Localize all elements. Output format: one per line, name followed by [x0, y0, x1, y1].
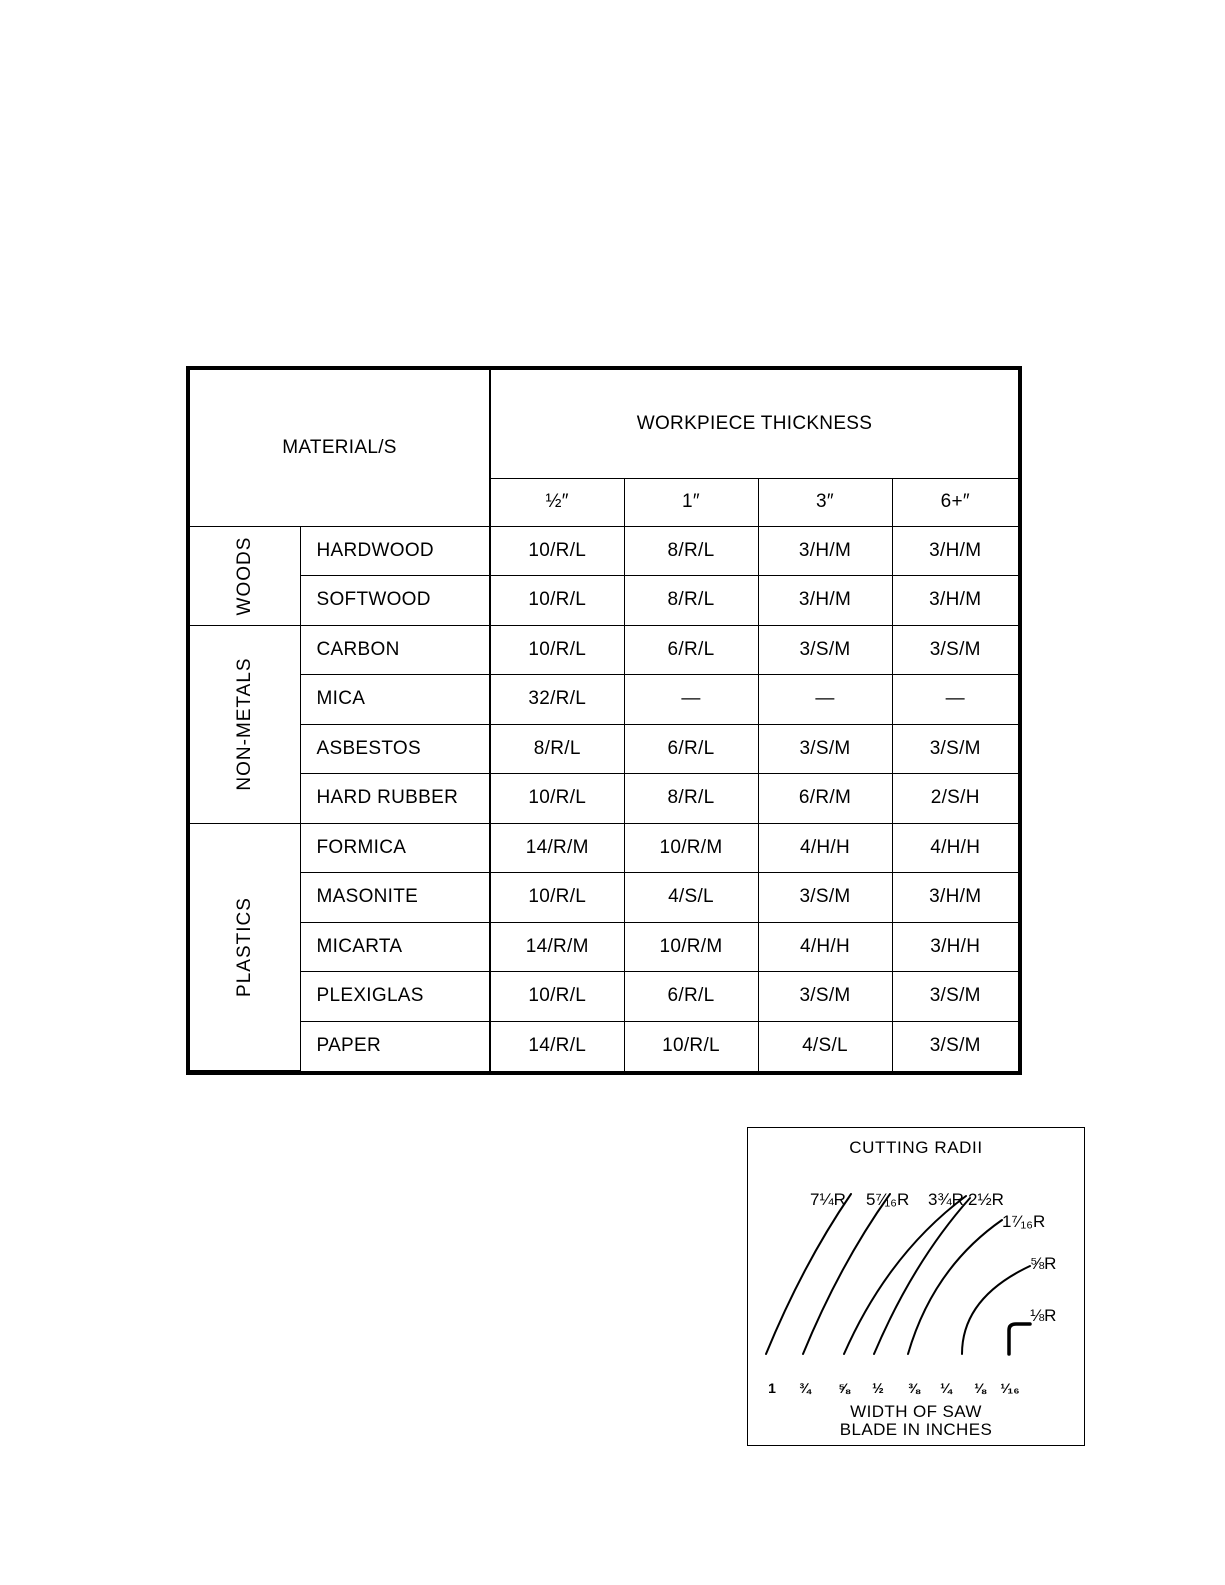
blade-spec-cell: 10/R/L [490, 972, 624, 1022]
blade-spec-cell: 4/H/H [758, 922, 892, 972]
group-label-cell [190, 526, 300, 625]
blade-spec-cell: 2/S/H [892, 774, 1018, 824]
width-label-5: ¼ [940, 1380, 952, 1396]
group-label: PLASTICS [233, 896, 255, 997]
blade-spec-cell: 3/S/M [758, 972, 892, 1022]
blade-spec-cell: 3/S/M [892, 625, 1018, 675]
radius-curve-5-7-16 [803, 1194, 890, 1354]
blade-spec-cell: 14/R/L [490, 1021, 624, 1071]
radius-label-3: 2½R [968, 1190, 1004, 1209]
radius-label-1: 5⁷⁄₁₆R [866, 1190, 910, 1209]
material-name: FORMICA [300, 823, 490, 873]
blade-spec-cell: 8/R/L [624, 774, 758, 824]
blade-selection-table [186, 366, 1022, 1075]
table-row [190, 823, 1018, 873]
blade-spec-cell: — [758, 675, 892, 725]
table-row [190, 922, 1018, 972]
radii-title: CUTTING RADII [849, 1138, 983, 1157]
blade-spec-cell: 3/S/M [892, 1021, 1018, 1071]
blade-spec-cell: 3/S/M [758, 625, 892, 675]
radius-label-4: 1⁷⁄₁₆R [1002, 1212, 1046, 1231]
thickness-col-2: 3″ [758, 478, 892, 526]
blade-spec-cell: 8/R/L [490, 724, 624, 774]
blade-spec-cell: 10/R/M [624, 922, 758, 972]
material-name: MASONITE [300, 873, 490, 923]
thickness-col-3: 6+″ [892, 478, 1018, 526]
width-label-0: 1 [768, 1380, 776, 1396]
blade-spec-cell: 14/R/M [490, 823, 624, 873]
blade-spec-cell: 3/H/M [892, 576, 1018, 626]
radius-curve-3-3-4 [844, 1196, 966, 1354]
material-name: SOFTWOOD [300, 576, 490, 626]
thickness-col-1: 1″ [624, 478, 758, 526]
blade-spec-cell: 3/H/M [758, 526, 892, 576]
radius-label-0: 7¼R [810, 1190, 846, 1209]
table-row [190, 774, 1018, 824]
radius-label-2: 3¾R [928, 1190, 964, 1209]
table-row [190, 526, 1018, 576]
width-label-3: ½ [872, 1380, 884, 1396]
table-row [190, 625, 1018, 675]
blade-spec-cell: 4/H/H [758, 823, 892, 873]
group-label: NON-METALS [233, 657, 255, 791]
blade-spec-cell: 3/S/M [758, 724, 892, 774]
table-row [190, 972, 1018, 1022]
blade-spec-cell: 6/R/M [758, 774, 892, 824]
blade-spec-cell: 32/R/L [490, 675, 624, 725]
width-label-7: ¹⁄₁₆ [1000, 1380, 1020, 1396]
blade-spec-cell: 10/R/M [624, 823, 758, 873]
width-label-6: ⅛ [974, 1380, 986, 1396]
blade-spec-cell: 4/S/L [758, 1021, 892, 1071]
material-name: MICA [300, 675, 490, 725]
blade-spec-cell: — [892, 675, 1018, 725]
blade-table [190, 370, 1018, 1071]
blade-spec-cell: 4/H/H [892, 823, 1018, 873]
material-name: HARD RUBBER [300, 774, 490, 824]
table-row [190, 724, 1018, 774]
radius-label-6: ⅛R [1030, 1306, 1057, 1325]
width-label-4: ⅜ [908, 1380, 920, 1396]
material-name: HARDWOOD [300, 526, 490, 576]
blade-spec-cell: 14/R/M [490, 922, 624, 972]
radii-caption-line1: WIDTH OF SAW [850, 1402, 982, 1421]
table-row [190, 576, 1018, 626]
material-name: CARBON [300, 625, 490, 675]
material-header: MATERIAL/S [190, 370, 490, 526]
table-row [190, 873, 1018, 923]
width-label-2: ⅝ [838, 1380, 850, 1396]
radii-curves [748, 1128, 1086, 1447]
blade-spec-cell: 3/H/H [892, 922, 1018, 972]
material-name: ASBESTOS [300, 724, 490, 774]
blade-spec-cell: 3/S/M [892, 972, 1018, 1022]
blade-spec-cell: 8/R/L [624, 576, 758, 626]
blade-spec-cell: 6/R/L [624, 625, 758, 675]
blade-spec-cell: 10/R/L [490, 625, 624, 675]
table-body [190, 370, 1018, 1071]
radius-curve-5-8 [962, 1266, 1030, 1354]
blade-spec-cell: 3/S/M [758, 873, 892, 923]
blade-spec-cell: 3/H/M [758, 576, 892, 626]
blade-spec-cell: 3/H/M [892, 873, 1018, 923]
radius-curve-7-1-4 [766, 1194, 851, 1354]
width-label-1: ¾ [799, 1380, 811, 1396]
radii-caption-line2: BLADE IN INCHES [839, 1420, 993, 1439]
group-label-cell [190, 625, 300, 823]
blade-spec-cell: 10/R/L [624, 1021, 758, 1071]
table-row [190, 675, 1018, 725]
blade-spec-cell: 10/R/L [490, 873, 624, 923]
material-name: MICARTA [300, 922, 490, 972]
blade-spec-cell: 6/R/L [624, 972, 758, 1022]
blade-spec-cell: 10/R/L [490, 576, 624, 626]
material-name: PLEXIGLAS [300, 972, 490, 1022]
blade-spec-cell: 3/H/M [892, 526, 1018, 576]
radius-label-5: ⅝R [1030, 1254, 1057, 1273]
blade-spec-cell: 3/S/M [892, 724, 1018, 774]
thickness-col-0: ½″ [490, 478, 624, 526]
radius-curve-1-7-16 [908, 1220, 1002, 1354]
blade-spec-cell: — [624, 675, 758, 725]
blade-spec-cell: 10/R/L [490, 774, 624, 824]
thickness-header: WORKPIECE THICKNESS [490, 370, 1018, 478]
blade-spec-cell: 6/R/L [624, 724, 758, 774]
group-label: WOODS [233, 536, 255, 615]
blade-spec-cell: 10/R/L [490, 526, 624, 576]
material-name: PAPER [300, 1021, 490, 1071]
blade-spec-cell: 4/S/L [624, 873, 758, 923]
table-row [190, 1021, 1018, 1071]
cutting-radii-diagram [747, 1127, 1085, 1446]
group-label-cell [190, 823, 300, 1071]
radius-curve-1-8 [1009, 1324, 1030, 1354]
blade-spec-cell: 8/R/L [624, 526, 758, 576]
